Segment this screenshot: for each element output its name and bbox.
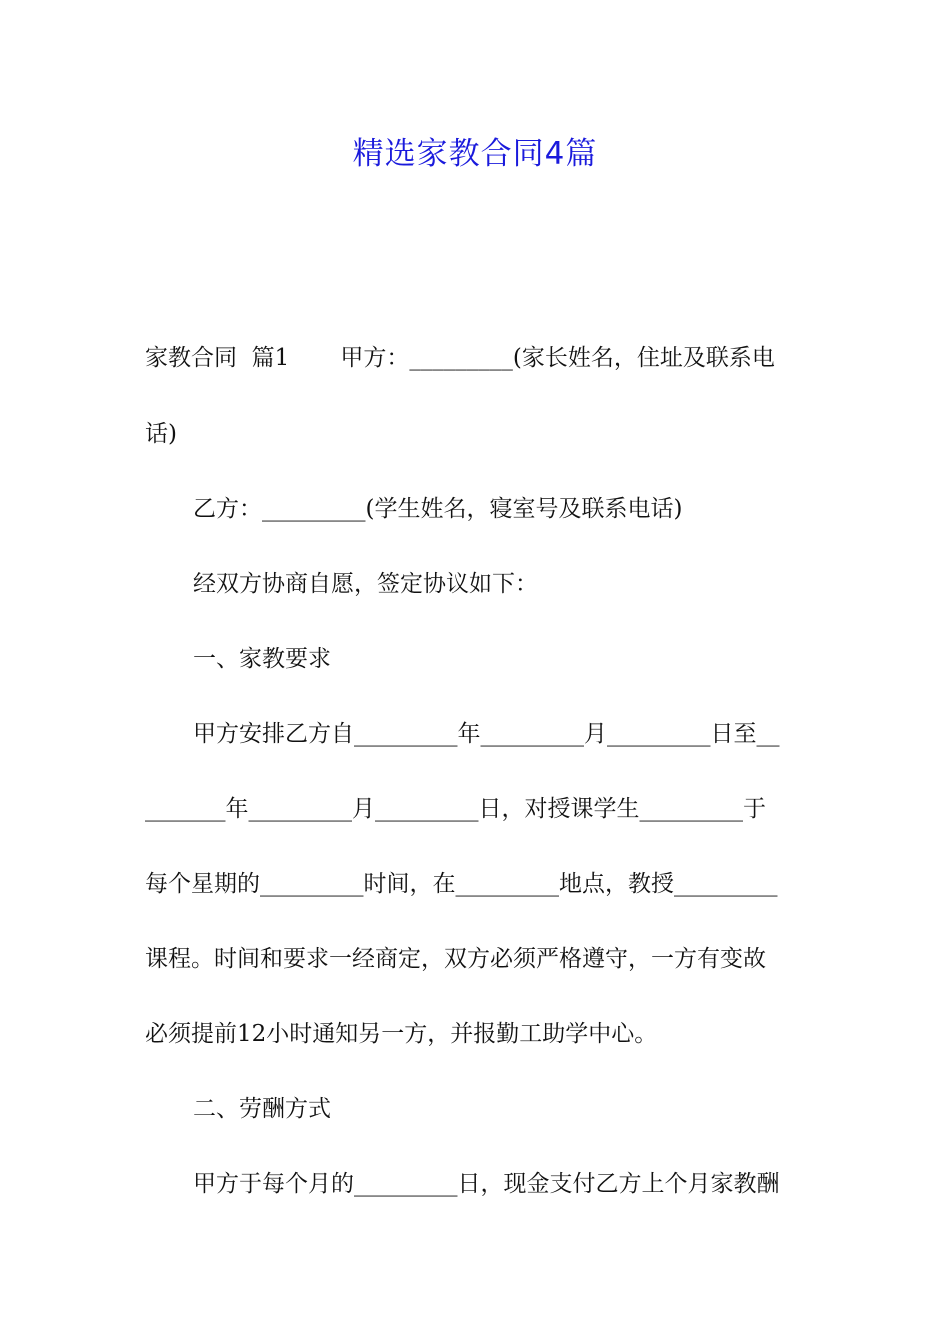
- paragraph-line: 必须提前12小时通知另一方，并报勤工助学中心。: [145, 1021, 658, 1047]
- paragraph-line: 课程。时间和要求一经商定，双方必须严格遵守，一方有变故: [145, 946, 766, 972]
- paragraph-line: 话): [145, 421, 177, 447]
- paragraph-line: 乙方：_________(学生姓名，寝室号及联系电话): [193, 496, 683, 522]
- paragraph-line: 家教合同 篇1 甲方：_________(家长姓名，住址及联系电: [145, 345, 775, 371]
- section-heading: 二、劳酬方式: [193, 1096, 331, 1122]
- paragraph-line: 每个星期的_________时间，在_________地点，教授_________: [145, 871, 778, 897]
- section-heading: 一、家教要求: [193, 646, 331, 672]
- paragraph-line: 甲方于每个月的_________日，现金支付乙方上个月家教酬: [193, 1171, 780, 1197]
- paragraph-line: 经双方协商自愿，签定协议如下：: [193, 571, 538, 597]
- document-title: 精选家教合同4篇: [352, 136, 598, 172]
- paragraph-line: 甲方安排乙方自_________年_________月_________日至__: [193, 721, 780, 747]
- paragraph-line: _______年_________月_________日，对授课学生_________于: [145, 796, 766, 822]
